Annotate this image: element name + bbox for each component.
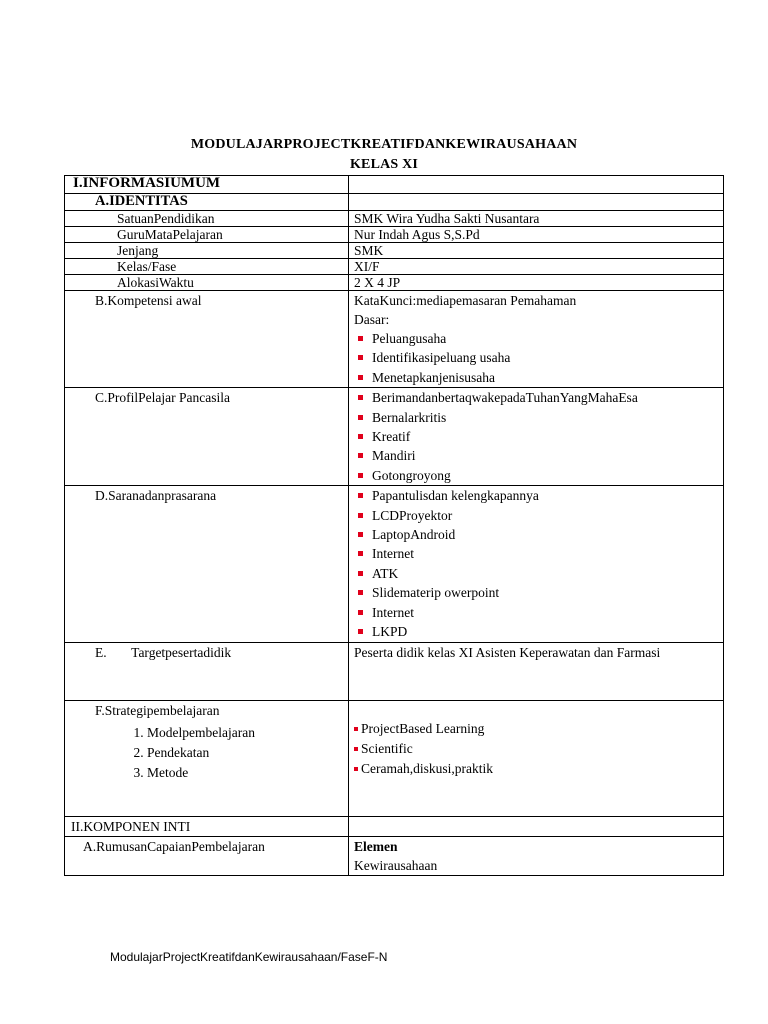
list-item: ATK — [354, 564, 718, 583]
profil-list — [354, 388, 718, 485]
document-title: MODULAJARPROJECTKREATIFDANKEWIRAUSAHAAN — [190, 137, 578, 152]
list-item: Scientific — [354, 739, 718, 759]
section-heading-informasi-umum: I.INFORMASIUMUM — [65, 176, 349, 194]
capaian-label: A.RumusanCapaianPembelajaran — [65, 836, 349, 875]
empty-cell — [349, 816, 724, 836]
identitas-label: SatuanPendidikan — [65, 211, 349, 227]
capaian-value: Kewirausahaan — [354, 857, 438, 873]
empty-cell — [349, 194, 724, 211]
target-label-letter: E. — [95, 644, 107, 660]
list-item: Bernalarkritis — [354, 408, 718, 427]
kompetensi-line: Dasar: — [354, 312, 390, 327]
table-row — [65, 291, 724, 388]
list-item: BerimandanbertaqwakepadaTuhanYangMahaEsa — [354, 388, 718, 407]
list-item: Internet — [354, 544, 718, 563]
identitas-label: AlokasiWaktu — [65, 275, 349, 291]
target-label: Targetpesertadidik — [131, 644, 232, 660]
profil-label: C.ProfilPelajar Pancasila — [65, 388, 349, 486]
list-item: LKPD — [354, 622, 718, 641]
identitas-label: Jenjang — [65, 243, 349, 259]
identitas-value: XI/F — [349, 259, 724, 275]
table-row — [65, 275, 724, 291]
capaian-heading: Elemen — [354, 838, 398, 854]
list-item: Mandiri — [354, 446, 718, 465]
identitas-label: GuruMataPelajaran — [65, 227, 349, 243]
identitas-value: SMK Wira Yudha Sakti Nusantara — [349, 211, 724, 227]
table-row — [65, 642, 724, 700]
table-row — [65, 836, 724, 875]
sarana-label: D.Saranadanprasarana — [65, 486, 349, 642]
list-item: 2. Pendekatan — [147, 743, 343, 763]
target-value: Peserta didik kelas XI Asisten Keperawatan dan Farmasi — [349, 642, 724, 700]
strategi-values — [354, 719, 718, 779]
target-label-cell — [65, 642, 349, 700]
list-item: LCDProyektor — [354, 506, 718, 525]
kompetensi-label: B.Kompetensi awal — [65, 291, 349, 388]
module-table — [64, 175, 724, 876]
table-row — [65, 211, 724, 227]
page-footer: ModulajarProjectKreatifdanKewirausahaan/FaseF-N — [110, 950, 388, 964]
list-item: Slidematerip owerpoint — [354, 583, 718, 602]
table-row — [65, 700, 724, 816]
list-item: Identifikasipeluang usaha — [354, 348, 718, 367]
table-row — [65, 194, 724, 211]
strategi-cell — [65, 700, 349, 816]
table-row — [65, 486, 724, 642]
strategi-label: F.Strategipembelajaran — [95, 702, 220, 718]
list-item: Kreatif — [354, 427, 718, 446]
kompetensi-list — [354, 329, 718, 387]
list-item: 3. Metode — [147, 763, 343, 783]
list-item: Papantulisdan kelengkapannya — [354, 486, 718, 505]
identitas-value: 2 X 4 JP — [349, 275, 724, 291]
identitas-value: SMK — [349, 243, 724, 259]
kompetensi-line: KataKunci:mediapemasaran Pemahaman — [354, 293, 577, 308]
sarana-list — [354, 486, 718, 641]
identitas-heading: A.IDENTITAS — [65, 194, 349, 211]
list-item: 1. Modelpembelajaran — [147, 723, 343, 743]
table-row — [65, 243, 724, 259]
list-item: ProjectBased Learning — [354, 719, 718, 739]
table-row — [65, 816, 724, 836]
strategi-list — [95, 723, 343, 783]
list-item: LaptopAndroid — [354, 525, 718, 544]
list-item: Gotongroyong — [354, 466, 718, 485]
list-item: Peluangusaha — [354, 329, 718, 348]
list-item: Ceramah,diskusi,praktik — [354, 759, 718, 779]
table-row — [65, 388, 724, 486]
table-row — [65, 176, 724, 194]
list-item: Internet — [354, 603, 718, 622]
table-row — [65, 227, 724, 243]
identitas-value: Nur Indah Agus S,S.Pd — [349, 227, 724, 243]
list-item: Menetapkanjenisusaha — [354, 368, 718, 387]
section-heading-komponen-inti: II.KOMPONEN INTI — [65, 816, 349, 836]
document-subtitle: KELAS XI — [349, 157, 419, 172]
table-row — [65, 259, 724, 275]
empty-cell — [349, 176, 724, 194]
identitas-label: Kelas/Fase — [65, 259, 349, 275]
